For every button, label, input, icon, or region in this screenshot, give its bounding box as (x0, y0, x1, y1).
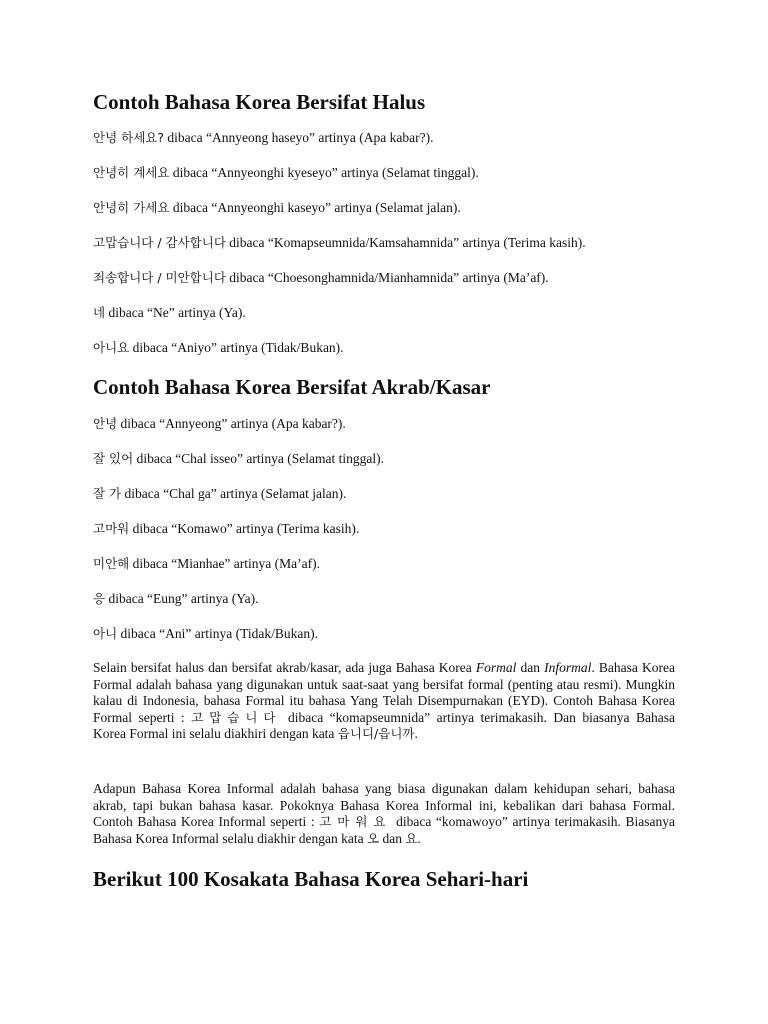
phrase-meaning: dibaca “Annyeong” artinya (Apa kabar?). (117, 416, 346, 431)
korean-phrase: 아니요 (93, 340, 130, 355)
list-item (93, 269, 549, 287)
korean-phrase: 응 (93, 591, 106, 606)
list-item (93, 415, 346, 433)
phrase-meaning: dibaca “Mianhae” artinya (Ma’af). (129, 556, 321, 571)
section-heading-halus: Contoh Bahasa Korea Bersifat Halus (93, 90, 426, 114)
korean-phrase: 고마워 (93, 521, 130, 536)
korean-phrase: 안녕히 계세요 (93, 165, 170, 180)
phrase-meaning: dibaca “Komawo” artinya (Terima kasih). (129, 521, 360, 536)
korean-phrase: 잘 있어 (93, 451, 134, 466)
phrase-meaning: dibaca “Annyeonghi kyeseyo” artinya (Selamat tinggal). (169, 165, 479, 180)
emphasis-informal: Informal (544, 660, 592, 675)
section-heading-akrab: Contoh Bahasa Korea Bersifat Akrab/Kasar (93, 375, 491, 399)
korean-phrase: 잘 가 (93, 486, 122, 501)
phrase-meaning: dibaca “Ne” artinya (Ya). (105, 305, 246, 320)
list-item (93, 339, 344, 357)
phrase-meaning: dibaca “Chal isseo” artinya (Selamat tinggal). (133, 451, 384, 466)
text-run: . (414, 726, 418, 741)
korean-phrase: 아니 (93, 626, 118, 641)
text-run: dibaca “komawoyo” artinya terimakasih. Biasanya Bahasa Korea Informal selalu diakhir dengan kata (93, 814, 675, 846)
phrase-meaning: dibaca “Eung” artinya (Ya). (105, 591, 259, 606)
korean-phrase: 안녕 하세요? (93, 130, 164, 145)
paragraph-informal (93, 781, 675, 847)
list-item (93, 304, 246, 322)
list-item (93, 485, 346, 503)
list-item (93, 234, 586, 252)
phrase-meaning: dibaca “Annyeong haseyo” artinya (Apa kabar?). (163, 130, 434, 145)
list-item (93, 625, 318, 643)
korean-phrase: 미안해 (93, 556, 130, 571)
text-run: . Bahasa Korea Formal adalah bahasa yang digunakan untuk saat-saat yang bersifat formal (penting atau resmi). Mungkin kalau di Indonesia, bahasa Formal itu bahasa Yang Telah Disempurnakan (EYD). Contoh Bahasa Korea Formal seperti : (93, 660, 676, 725)
korean-phrase: 안녕 (93, 416, 118, 431)
korean-phrase: 죄송합니다 / 미안합니다 (93, 270, 226, 285)
phrase-meaning: dibaca “Chal ga” artinya (Selamat jalan). (121, 486, 347, 501)
list-item (93, 129, 433, 147)
korean-phrase: 안녕히 가세요 (93, 200, 170, 215)
korean-suffix: 요 (405, 830, 418, 846)
korean-suffix: 오 (367, 830, 380, 846)
text-run: . (417, 830, 421, 846)
list-item (93, 199, 461, 217)
list-item (93, 590, 259, 608)
text-run: Adapun Bahasa Korea Informal adalah bahasa yang biasa digunakan dalam kehidupan sehari, bahasa akrab, tapi bukan bahasa kasar. Pokoknya Bahasa Korea Informal ini, kebalikan dari bahasa Formal. Contoh Bahasa Korea Informal seperti : (93, 781, 675, 829)
list-item (93, 555, 320, 573)
text-run: Selain bersifat halus dan bersifat akrab/kasar, ada juga Bahasa Korea (93, 660, 476, 675)
text-run: dan (516, 660, 545, 675)
phrase-meaning: dibaca “Komapseumnida/Kamsahamnida” artinya (Terima kasih). (225, 235, 586, 250)
korean-example: 고맙습니다 (191, 709, 282, 725)
phrase-meaning: dibaca “Aniyo” artinya (Tidak/Bukan). (129, 340, 344, 355)
phrase-meaning: dibaca “Choesonghamnida/Mianhamnida” artinya (Ma’af). (225, 270, 549, 285)
list-item (93, 450, 384, 468)
korean-suffix: 읍니디/읍니까 (337, 726, 415, 741)
text-run: dan (379, 830, 406, 846)
phrase-meaning: dibaca “Ani” artinya (Tidak/Bukan). (117, 626, 318, 641)
section-heading-kosakata: Berikut 100 Kosakata Bahasa Korea Sehari-hari (93, 867, 529, 891)
phrase-meaning: dibaca “Annyeonghi kaseyo” artinya (Selamat jalan). (169, 200, 461, 215)
emphasis-formal: Formal (475, 660, 517, 675)
paragraph-formal (93, 660, 675, 743)
korean-phrase: 고맙습니다 / 감사합니다 (93, 235, 226, 250)
list-item (93, 520, 359, 538)
text-run: dibaca “komapseumnida” artinya terimakasih. Dan biasanya Bahasa Korea Formal ini selalu diakhiri dengan kata (93, 709, 675, 741)
korean-example: 고마워요 (319, 814, 392, 829)
list-item (93, 164, 479, 182)
korean-phrase: 네 (93, 305, 106, 320)
